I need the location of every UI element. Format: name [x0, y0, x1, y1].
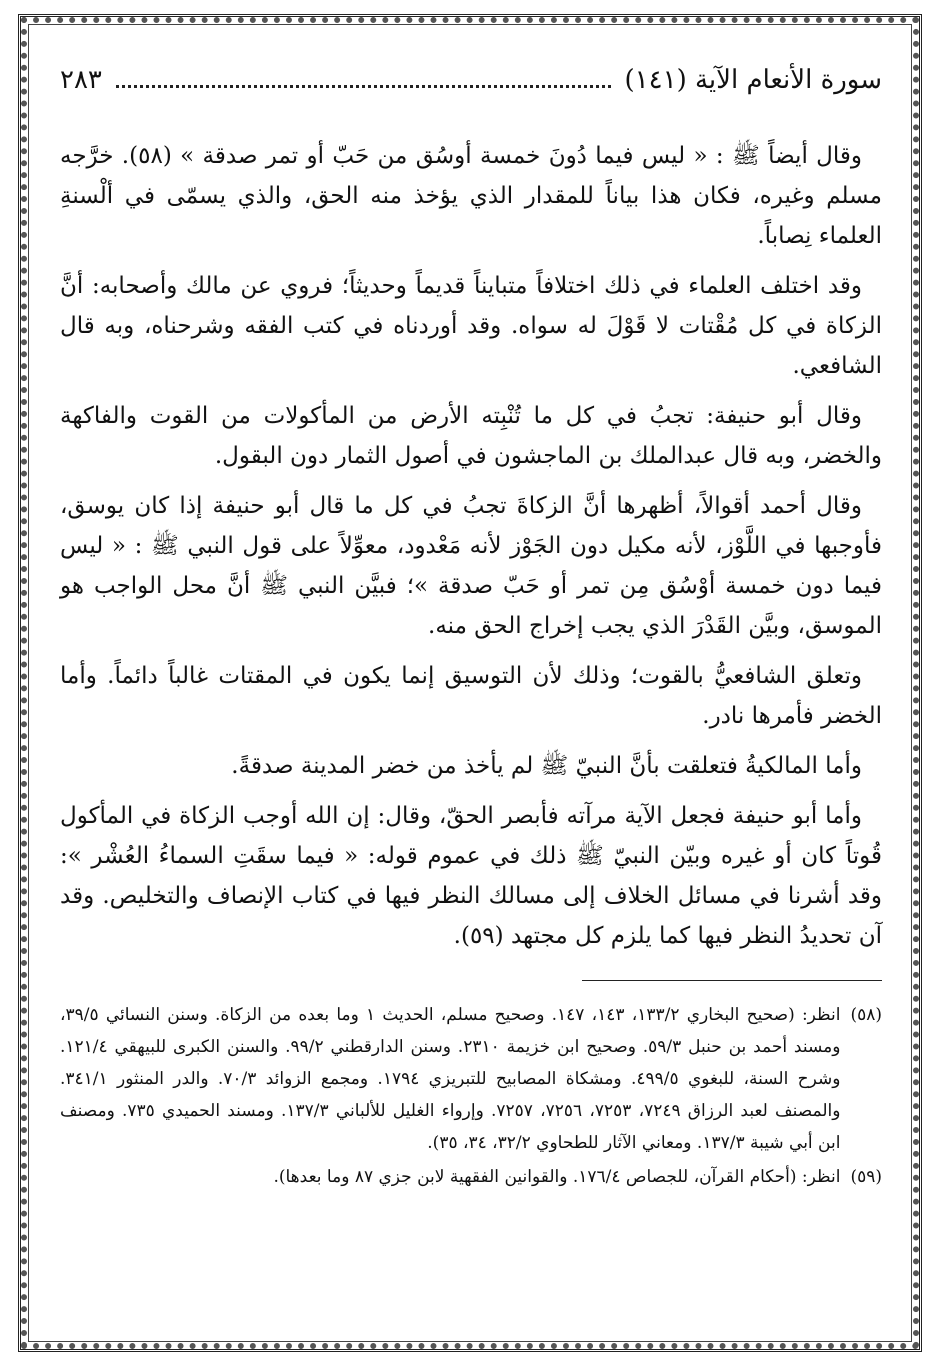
running-header	[60, 60, 882, 100]
paragraph: وقال أبو حنيفة: تجبُ في كل ما تُنْبِته الأرض من المأكولات من القوت والفاكهة والخضر، وبه قال عبدالملك بن الماجشون في أصول الثمار دون البقول.	[60, 403, 882, 469]
footnote-text: انظر: (أحكام القرآن، للجصاص ١٧٦/٤. والقوانين الفقهية لابن جزي ٨٧ وما بعدها).	[273, 1167, 841, 1187]
footnote	[60, 1161, 882, 1193]
paragraph: وتعلق الشافعيُّ بالقوت؛ وذلك لأن التوسيق إنما يكون في المقتات غالباً دائماً. وأما الخضر فأمرها نادر.	[60, 663, 882, 729]
paragraph: وقال أحمد أقوالاً، أظهرها أنَّ الزكاةَ تجبُ في كل ما قال أبو حنيفة إذا كان يوسق، فأوجبها في اللَّوْز، لأنه مكيل دون الجَوْز لأنه مَعْدود، معوِّلاً على قول النبي ﷺ : « ليس فيما دون خمسة أوْسُق مِن تمر أو حَبّ صدقة »؛ فبيَّن النبي ﷺ أنَّ محل الواجب هو الموسق، وبيَّن القَدْرَ الذي يجب إخراج الحق منه.	[60, 493, 882, 639]
header-dot-leader	[116, 67, 611, 88]
running-title: سورة الأنعام الآية (١٤١)	[624, 65, 882, 95]
page-number: ٢٨٣	[60, 65, 102, 95]
footnote	[60, 999, 882, 1159]
paragraph: وأما أبو حنيفة فجعل الآية مرآته فأبصر الحقّ، وقال: إن الله أوجب الزكاة في المأكول قُوتاً كان أو غيره وبيّن النبيّ ﷺ ذلك في عموم قوله: « فيما سقَتِ السماءُ العُشْر »: وقد أشرنا في مسائل الخلاف إلى مسالك النظر فيها في كتاب الإنصاف والتخليص. وقد آن تحديدُ النظر فيها كما يلزم كل مجتهد (٥٩).	[60, 803, 882, 949]
footnotes	[60, 999, 882, 1193]
main-text	[60, 136, 882, 956]
paragraph: وأما المالكيةُ فتعلقت بأنَّ النبيّ ﷺ لم يأخذ من خضر المدينة صدقةً.	[231, 753, 862, 779]
paragraph: وقال أيضاً ﷺ : « ليس فيما دُونَ خمسة أوسُق من حَبّ أو تمر صدقة » (٥٨). خرَّجه مسلم وغيره، فكان هذا بياناً للمقدار الذي يؤخذ منه الحق، والذي يسمّى في ألْسنةِ العلماء نِصاباً.	[60, 143, 882, 249]
footnote-number: (٥٨)	[850, 1005, 882, 1025]
footnote-separator	[582, 980, 882, 981]
paragraph: وقد اختلف العلماء في ذلك اختلافاً متبايناً قديماً وحديثاً؛ فروي عن مالك وأصحابه: أنَّ الزكاة في كل مُقْتات لا قَوْلَ له سواه. وقد أوردناه في كتب الفقه وشرحناه، وبه قال الشافعي.	[60, 273, 882, 379]
footnote-number: (٥٩)	[850, 1167, 882, 1187]
footnote-text: انظر: (صحيح البخاري ١٣٣/٢، ١٤٣، ١٤٧. وصحيح مسلم، الحديث ١ وما بعده من الزكاة. وسنن النسائي ٣٩/٥، ومسند أحمد بن حنبل ٥٩/٣. وصحيح ابن خزيمة ٢٣١٠. وسنن الدارقطني ٩٩/٢. والسنن الكبرى للبيهقي ١٢١/٤. وشرح السنة، للبغوي ٤٩٩/٥. ومشكاة المصابيح للتبريزي ١٧٩٤. ومجمع الزوائد ٧٠/٣. والدر المنثور ٣٤١/١. والمصنف لعبد الرزاق ٧٢٤٩، ٧٢٥٣، ٧٢٥٦، ٧٢٥٧. وإرواء الغليل للألباني ١٣٧/٣. ومسند الحميدي ٧٣٥. ومصنف ابن أبي شيبة ١٣٧/٣. ومعاني الآثار للطحاوي ٣٢/٢، ٣٤، ٣٥).	[60, 1005, 841, 1153]
page-content	[60, 60, 882, 1310]
